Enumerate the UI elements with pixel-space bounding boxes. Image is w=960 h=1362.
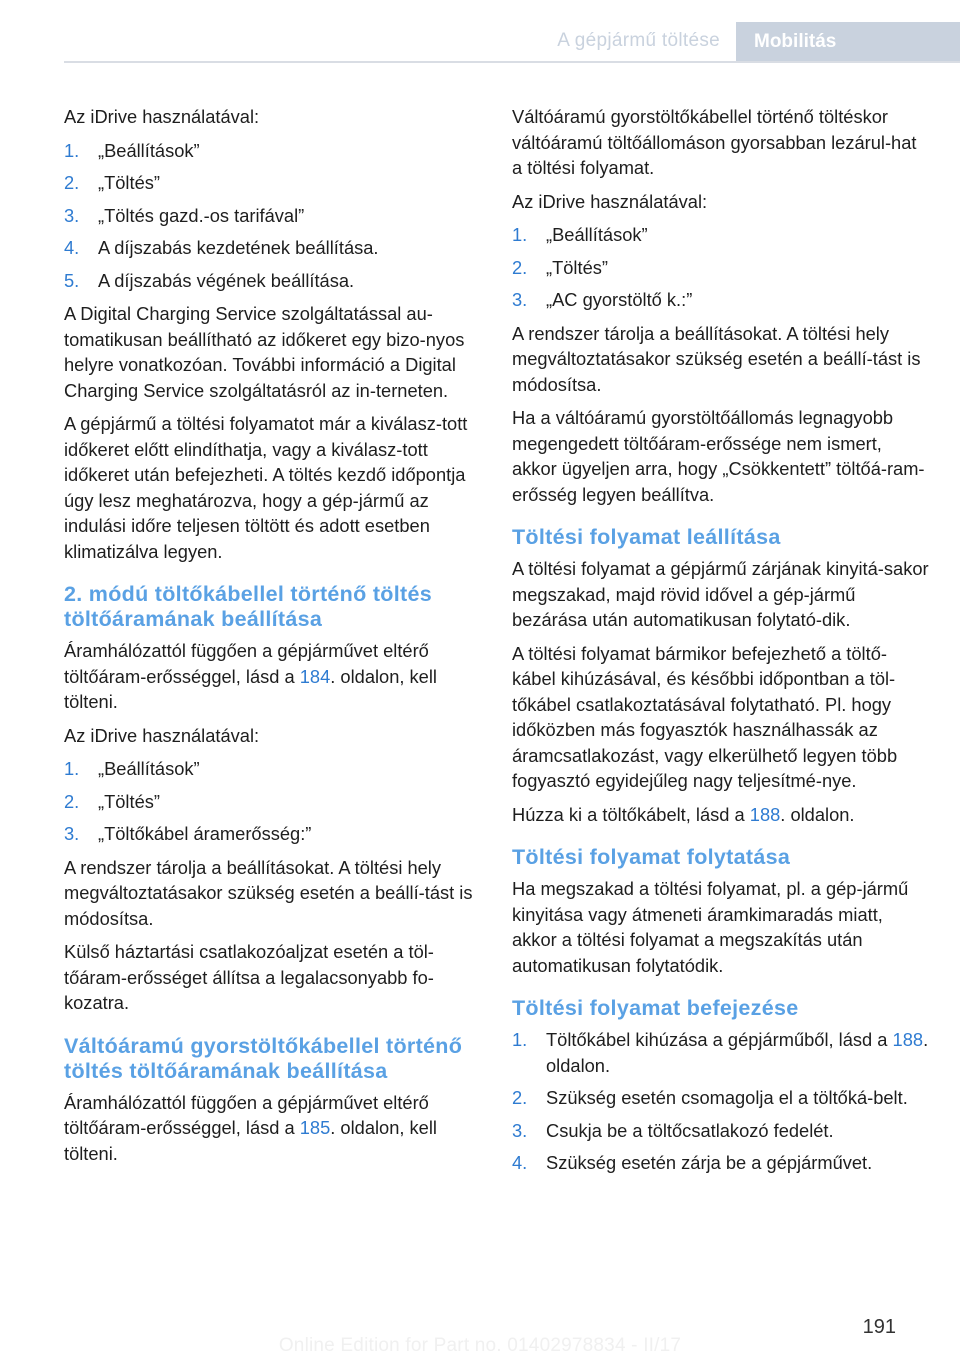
list-item-text: Csukja be a töltőcsatlakozó fedelét. bbox=[546, 1119, 834, 1141]
paragraph: Külső háztartási csatlakozóaljzat esetén a töl-tőáram-erősséget állítsa a legalacsonyabb fo-kozatra. bbox=[64, 941, 434, 1013]
list-item bbox=[64, 235, 482, 261]
list-item-text: „Beállítások” bbox=[98, 758, 200, 779]
list-number: 5. bbox=[64, 269, 80, 291]
text: Áramhálózattól függően a gépjárművet eltérő töltőáram-erősséggel, lásd a bbox=[64, 640, 429, 687]
list-item bbox=[512, 222, 930, 248]
list-number: 2. bbox=[64, 790, 80, 812]
list-item bbox=[512, 1150, 930, 1176]
list-item bbox=[64, 756, 482, 782]
list-item bbox=[64, 138, 482, 164]
section-heading: Váltóáramú gyorstöltőkábellel történő töltés töltőáramának beállítása bbox=[64, 1033, 463, 1083]
text: . oldalon, kell tölteni. bbox=[64, 665, 437, 712]
list-item bbox=[512, 1085, 930, 1111]
paragraph: Ha megszakad a töltési folyamat, pl. a gép-jármű kinyitása vagy átmeneti áramkimaradás miatt, akkor a töltési folyamat a megszakítás után automatikusan folytatódik. bbox=[512, 878, 909, 976]
paragraph: A töltési folyamat bármikor befejezhető a töltő-kábel kihúzásával, és későbbi időpontban a töl-tőkábel csatlakoztatásával folytatható. Pl. hogy időközben más fogyasztók használhassák az áramcsatlakozást, vagy elkerülhető legyen több fogyasztó egyidejűleg nagy teljesítmé-nye. bbox=[512, 642, 898, 791]
numbered-list bbox=[64, 756, 482, 847]
list-item-text: „Beállítások” bbox=[98, 139, 200, 161]
list-number: 4. bbox=[512, 1152, 528, 1173]
list-number: 1. bbox=[512, 224, 528, 245]
paragraph: Az iDrive használatával: bbox=[64, 106, 260, 127]
page-link[interactable]: 188 bbox=[892, 1029, 924, 1050]
list-item bbox=[64, 789, 482, 815]
numbered-list bbox=[512, 222, 930, 313]
list-item bbox=[512, 287, 930, 313]
list-number: 3. bbox=[64, 823, 80, 844]
list-number: 1. bbox=[64, 139, 80, 161]
footer-edition-text: Online Edition for Part no. 01402978834 - II/17 bbox=[278, 1335, 682, 1356]
list-item-text: „Beállítások” bbox=[546, 224, 648, 245]
paragraph: Az iDrive használatával: bbox=[512, 190, 708, 212]
page-header bbox=[0, 0, 960, 62]
section-heading: Töltési folyamat befejezése bbox=[512, 996, 799, 1020]
page-link[interactable]: 185 bbox=[299, 1117, 331, 1138]
list-item-text: . oldalon. bbox=[546, 1029, 929, 1076]
paragraph: A töltési folyamat a gépjármű zárjának kinyitá-sakor megszakad, majd rövid idővel a gép-jármű bezárása után automatikusan folytató-dik. bbox=[512, 558, 929, 630]
header-chapter-tab: Mobilitás bbox=[736, 22, 960, 62]
text: Húzza ki a töltőkábelt, lásd a bbox=[512, 803, 750, 825]
paragraph: A gépjármű a töltési folyamatot már a kiválasz-tott időkeret előtt elindíthatja, vagy a kiválasz-tott időkeret után befejezheti. A töltés kezdő időpontja úgy lesz meghatározva, hogy a gép-jármű az indulási időre teljesen töltött és adott esetben klimatizálva legyen. bbox=[64, 413, 468, 562]
page-link[interactable]: 188 bbox=[749, 803, 781, 825]
section-heading: 2. módú töltőkábellel történő töltés töltőáramának beállítása bbox=[64, 582, 432, 631]
list-item bbox=[64, 170, 482, 196]
list-item bbox=[512, 1118, 930, 1144]
list-item bbox=[512, 1027, 930, 1078]
list-item-text: „AC gyorstöltő k.:” bbox=[546, 289, 693, 310]
list-item-text: „Töltőkábel áramerősség:” bbox=[98, 823, 312, 844]
list-number: 4. bbox=[64, 237, 80, 258]
page-link[interactable]: 184 bbox=[299, 665, 331, 687]
list-item bbox=[64, 203, 482, 229]
list-number: 1. bbox=[512, 1029, 528, 1050]
list-item-text: Szükség esetén zárja be a gépjárművet. bbox=[546, 1152, 873, 1173]
page-number: 191 bbox=[862, 1316, 896, 1338]
header-section-title: A gépjármű töltése bbox=[557, 30, 720, 51]
paragraph bbox=[64, 638, 482, 715]
text: . oldalon, kell tölteni. bbox=[64, 1117, 437, 1164]
list-item-text: „Töltés gazd.-os tarifával” bbox=[98, 204, 305, 226]
list-item-text: „Töltés” bbox=[546, 256, 608, 278]
text: Áramhálózattól függően a gépjárművet eltérő töltőáram-erősséggel, lásd a bbox=[64, 1091, 429, 1138]
paragraph bbox=[64, 1090, 482, 1167]
paragraph: A rendszer tárolja a beállításokat. A töltési hely megváltoztatásakor szükség esetén a beállí-tást is módosítsa. bbox=[512, 322, 921, 395]
list-item-text: Töltőkábel kihúzása a gépjárműből, lásd a bbox=[546, 1029, 893, 1050]
numbered-list bbox=[512, 1027, 930, 1176]
left-column bbox=[64, 104, 482, 1174]
paragraph bbox=[512, 802, 930, 828]
list-item-text: „Töltés” bbox=[98, 172, 160, 193]
list-number: 3. bbox=[64, 204, 80, 226]
header-divider bbox=[64, 61, 960, 63]
paragraph: A Digital Charging Service szolgáltatással au-tomatikusan beállítható az időkeret egy bizo-nyos helyre vonatkozóan. További információ a Digital Charging Service szolgáltatásról az in-terneten. bbox=[64, 303, 465, 401]
paragraph: Váltóáramú gyorstöltőkábellel történő töltéskor váltóáramú töltőállomáson gyorsabban lezárul-hat a töltési folyamat. bbox=[512, 106, 917, 178]
list-number: 3. bbox=[512, 1119, 528, 1141]
section-heading: Töltési folyamat folytatása bbox=[512, 845, 791, 869]
list-number: 2. bbox=[64, 172, 80, 193]
text: . oldalon. bbox=[780, 803, 855, 825]
list-item-text: Szükség esetén csomagolja el a töltőká-belt. bbox=[546, 1087, 908, 1108]
right-column bbox=[512, 104, 930, 1184]
list-item bbox=[512, 255, 930, 281]
list-item-text: „Töltés” bbox=[98, 790, 160, 812]
list-number: 1. bbox=[64, 758, 80, 779]
list-number: 2. bbox=[512, 1087, 528, 1108]
list-item-text: A díjszabás végének beállítása. bbox=[98, 269, 355, 291]
list-item-text: A díjszabás kezdetének beállítása. bbox=[98, 237, 379, 258]
list-item bbox=[64, 268, 482, 294]
paragraph: Az iDrive használatával: bbox=[64, 724, 260, 746]
paragraph: A rendszer tárolja a beállításokat. A töltési hely megváltoztatásakor szükség esetén a beállí-tást is módosítsa. bbox=[64, 856, 473, 929]
paragraph: Ha a váltóáramú gyorstöltőállomás legnagyobb megengedett töltőáram-erőssége nem ismert, akkor ügyeljen arra, hogy „Csökkentett” töltőá-ram-erősség legyen beállítva. bbox=[512, 407, 925, 505]
list-number: 3. bbox=[512, 289, 528, 310]
list-item bbox=[64, 821, 482, 847]
list-number: 2. bbox=[512, 256, 528, 278]
section-heading: Töltési folyamat leállítása bbox=[512, 525, 781, 549]
numbered-list bbox=[64, 138, 482, 294]
